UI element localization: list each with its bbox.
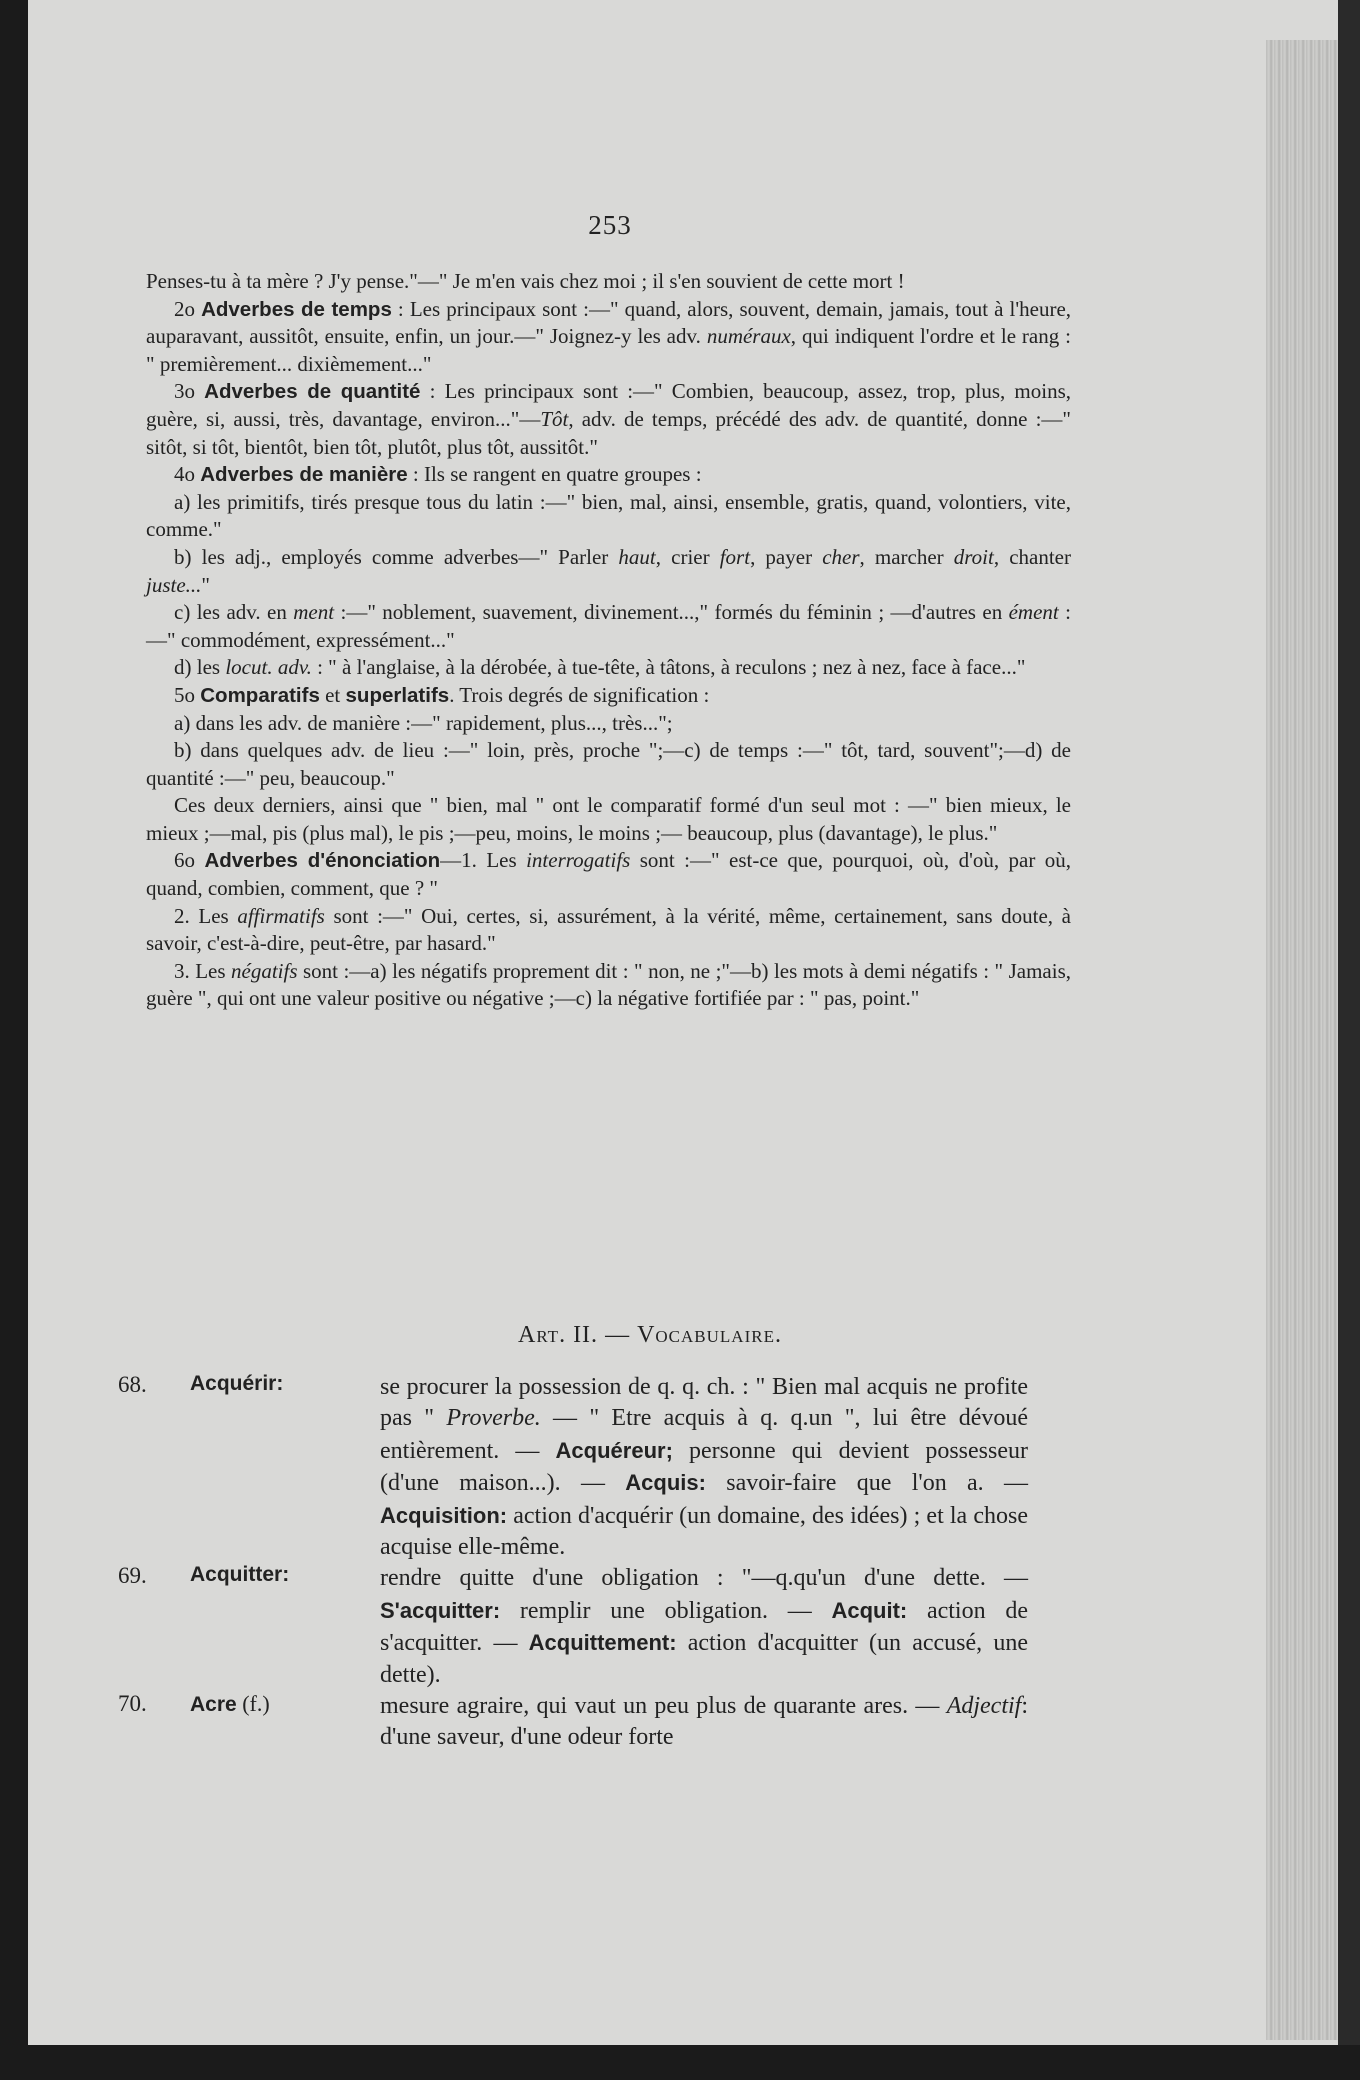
entry-term xyxy=(190,1563,430,1587)
text-run: savoir-faire que l'on a. — xyxy=(705,1470,1028,1497)
text-run: 4o xyxy=(174,462,201,487)
paragraph xyxy=(146,682,1071,710)
heading-term: Adverbes de manière xyxy=(200,463,408,487)
text-run: sont :—a) les négatifs proprement dit : " non, ne ;"—b) les mots à demi négatifs : " Jamais, guère ", qui ont une valeur positive ou négative ;—c) la négative fortifiée par : " pas, point." xyxy=(146,958,1071,1011)
text-run: action d'acquérir (un domaine, des idées) ; et la chose acquise elle-même. xyxy=(380,1502,1028,1561)
bold-term: Acquis: xyxy=(625,1470,706,1496)
text-run: et xyxy=(319,682,346,707)
text-run: , qui indiquent l'ordre et le rang : " premièrement... dixièmement..." xyxy=(146,324,1071,376)
scan-border-left xyxy=(0,0,28,2080)
italic-term: négatifs xyxy=(231,958,298,983)
bold-term: Acquittement: xyxy=(528,1630,677,1656)
entry-definition xyxy=(380,1691,1028,1754)
text-run: a) dans les adv. de manière :—" rapidement, plus..., très..."; xyxy=(174,710,673,735)
paragraph xyxy=(146,378,1071,461)
text-run: , marcher xyxy=(859,544,954,569)
entry-term-word: Acquitter xyxy=(190,1563,283,1587)
entry-term xyxy=(190,1691,430,1717)
italic-term: Adjectif xyxy=(946,1693,1022,1720)
entry-term-suffix: (f.) xyxy=(236,1691,270,1717)
italic-term: cher xyxy=(822,544,860,569)
heading-term: superlatifs xyxy=(345,683,450,707)
heading-term: Adverbes de quantité xyxy=(204,380,421,404)
text-run: —1. Les xyxy=(440,848,527,873)
italic-term: droit xyxy=(953,544,994,569)
text-run: 3o xyxy=(174,379,205,404)
entry-number: 68. xyxy=(118,1372,147,1397)
italic-term: locut. adv. xyxy=(225,655,312,680)
paragraph xyxy=(146,958,1071,1013)
entry-term-suffix: : xyxy=(276,1372,284,1395)
heading-term: Adverbes d'énonciation xyxy=(204,849,441,873)
text-run: 5o xyxy=(174,682,201,707)
text-run: . Trois degrés de signification : xyxy=(449,682,710,707)
vocab-entry xyxy=(118,1563,1038,1691)
text-run: : Les principaux sont :—" quand, alors, souvent, demain, jamais, tout à l'heure, auparavant, aussitôt, ensuite, enfin, un jour.—" Joignez-y les adv. xyxy=(146,296,1072,349)
text-run: personne qui devient possesseur (d'une maison...). — xyxy=(380,1437,1028,1497)
paragraph xyxy=(146,544,1071,599)
italic-term: ment xyxy=(293,600,335,625)
entry-term-suffix: : xyxy=(282,1563,290,1587)
italic-term: affirmatifs xyxy=(237,903,325,928)
section-title xyxy=(300,1322,1000,1349)
paragraph xyxy=(146,461,1071,489)
text-run: 3. Les xyxy=(174,958,232,983)
paragraph xyxy=(146,903,1071,958)
text-run: — " Etre acquis à q. q.un ", lui être dévoué entièrement. — xyxy=(380,1405,1028,1464)
vocab-entry xyxy=(118,1372,1038,1563)
page-edge-shadow xyxy=(1266,40,1338,2040)
page-number: 253 xyxy=(588,210,632,240)
text-run: mesure agraire, qui vaut un peu plus de quarante ares. — xyxy=(380,1693,947,1720)
bold-term: Acquisition: xyxy=(380,1502,508,1528)
italic-term: Tôt xyxy=(540,406,569,431)
italic-term: ément xyxy=(1008,600,1059,625)
text-run: , adv. de temps, précédé des adv. de quantité, donne :—" sitôt, si tôt, bientôt, bien tôt, plutôt, plus tôt, aussitôt." xyxy=(146,406,1071,459)
paragraph xyxy=(146,710,1071,738)
paragraph xyxy=(146,599,1071,654)
text-run: action d'acquitter (un accusé, une dette). xyxy=(380,1630,1029,1688)
section-dash: — xyxy=(598,1322,638,1348)
heading-term: Adverbes de temps xyxy=(201,297,392,321)
text-run: b) les adj., employés comme adverbes—" Parler xyxy=(174,544,619,569)
heading-term: Comparatifs xyxy=(200,683,320,707)
entry-term-word: Acre xyxy=(190,1693,237,1717)
text-run: a) les primitifs, tirés presque tous du latin :—" bien, mal, ainsi, ensemble, gratis, quand, volontiers, vite, comme." xyxy=(146,489,1071,542)
paragraph xyxy=(146,792,1071,847)
bold-term: S'acquitter: xyxy=(380,1597,501,1623)
italic-term: numéraux xyxy=(706,324,791,349)
entry-definition xyxy=(380,1563,1028,1691)
text-run: b) dans quelques adv. de lieu :—" loin, près, proche ";—c) de temps :—" tôt, tard, souvent";—d) de quantité :—" peu, beaucoup." xyxy=(146,738,1071,790)
entry-number: 70. xyxy=(118,1691,147,1717)
text-run: sont :—" est-ce que, pourquoi, où, d'où, par où, quand, combien, comment, que ? " xyxy=(146,848,1072,901)
entry-number: 69. xyxy=(118,1563,147,1589)
bold-term: Acquit: xyxy=(831,1597,908,1623)
text-run: 2. Les xyxy=(174,903,238,928)
vocabulary-list xyxy=(118,1372,1038,1754)
text-run: rendre quitte d'une obligation : "—q.qu'un d'une dette. — xyxy=(380,1565,1028,1592)
text-run: : " à l'anglaise, à la dérobée, à tue-tête, à tâtons, à reculons ; nez à nez, face à face..." xyxy=(311,655,1026,680)
text-run: c) les adv. en xyxy=(174,600,294,625)
text-run: : d'une saveur, d'une odeur forte xyxy=(380,1693,1028,1751)
text-run: , chanter xyxy=(993,544,1071,569)
text-run: : Les principaux sont :—" Combien, beaucoup, assez, trop, plus, moins, guère, si, aussi, très, davantage, environ..."— xyxy=(146,379,1071,431)
vocab-entry xyxy=(118,1691,1038,1754)
text-run: d) les xyxy=(174,655,226,680)
italic-term: interrogatifs xyxy=(526,848,631,873)
section-article: Art. II. xyxy=(518,1322,599,1348)
grammar-text xyxy=(146,268,1071,1013)
paragraph xyxy=(146,847,1071,902)
paragraph xyxy=(146,296,1071,379)
entry-definition xyxy=(380,1372,1028,1563)
scan-border-bottom xyxy=(0,2045,1360,2080)
text-run: sont :—" Oui, certes, si, assurément, à la vérité, même, certainement, sans doute, à savoir, c'est-à-dire, peut-être, par hasard." xyxy=(146,903,1071,956)
text-run: :—" commodément, expressément..." xyxy=(146,600,1071,652)
paragraph xyxy=(146,737,1071,792)
italic-term: fort xyxy=(719,544,751,569)
text-run: remplir une obligation. — xyxy=(500,1597,832,1624)
text-run: 2o xyxy=(174,296,202,321)
paragraph xyxy=(146,268,1071,296)
paragraph xyxy=(146,654,1071,682)
text-run: " xyxy=(201,572,210,597)
entry-term xyxy=(190,1372,430,1396)
text-run: action de s'acquitter. — xyxy=(380,1597,1028,1657)
text-run: : Ils se rangent en quatre groupes : xyxy=(407,462,702,487)
italic-term: juste... xyxy=(146,572,202,597)
text-run: Ces deux derniers, ainsi que " bien, mal " ont le comparatif formé d'un seul mot : —" bien mieux, le mieux ;—mal, pis (plus mal), le pis ;—peu, moins, le moins ;— beaucoup, plus (davantage), le plus." xyxy=(146,793,1071,845)
bold-term: Acquéreur; xyxy=(555,1437,673,1463)
italic-term: haut xyxy=(618,544,656,569)
entry-term-word: Acquérir xyxy=(190,1372,277,1395)
text-run: Penses-tu à ta mère ? J'y pense."—" Je m'en vais chez moi ; il s'en souvient de cette mort ! xyxy=(146,269,905,293)
text-run: 6o xyxy=(174,848,205,873)
paragraph xyxy=(146,489,1071,544)
text-run: , payer xyxy=(750,544,823,569)
text-run: se procurer la possession de q. q. ch. : " Bien mal acquis ne profite pas " xyxy=(380,1374,1028,1432)
italic-term: Proverbe. xyxy=(446,1405,541,1432)
section-name: Vocabulaire. xyxy=(637,1322,782,1348)
text-run: :—" noblement, suavement, divinement...," formés du féminin ; —d'autres en xyxy=(334,600,1009,625)
text-run: , crier xyxy=(655,544,720,569)
